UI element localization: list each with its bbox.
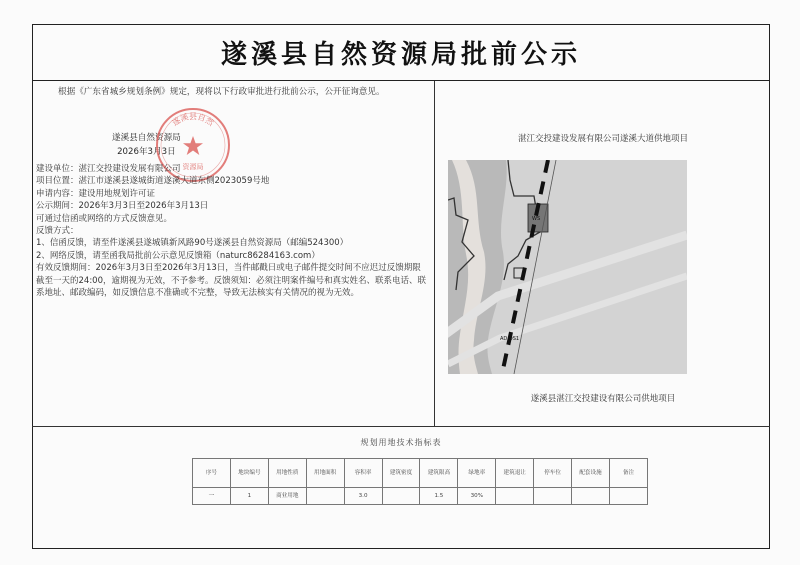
- table-header-cell: 建筑密度: [382, 459, 420, 488]
- table-header-cell: 用地性质: [268, 459, 306, 488]
- column-divider: [434, 81, 435, 426]
- detail-line: 1、信函反馈，请至件遂溪县遂城镇新风路90号遂溪县自然资源局（邮编524300）: [36, 238, 349, 249]
- table-cell: [534, 488, 572, 505]
- table-header-cell: 绿地率: [458, 459, 496, 488]
- section-divider: [32, 426, 770, 427]
- table-header-cell: 建筑退让: [496, 459, 534, 488]
- project-details: [36, 163, 428, 299]
- map-title: 湛江交投建设发展有限公司遂溪大道供地项目: [517, 134, 688, 144]
- detail-line: 2、网络反馈，请至函我局批前公示意见反馈箱（naturc86284163.com）: [36, 250, 320, 261]
- table-cell: [306, 488, 344, 505]
- table-cell: 商业用地: [268, 488, 306, 505]
- map-caption: 遂溪县湛江交投建设有限公司供地项目: [530, 394, 676, 404]
- intro-paragraph: 根据《广东省城乡规划条例》规定，现将以下行政审批进行批前公示，公开征询意见。: [58, 87, 385, 97]
- detail-line: 建设单位：湛江交投建设发展有限公司: [36, 164, 181, 174]
- detail-line: 反馈方式：: [36, 226, 79, 237]
- table-cell: [382, 488, 420, 505]
- table-cell: 一: [193, 488, 231, 505]
- table-header-row: [193, 459, 648, 488]
- table-header-cell: 地块编号: [230, 459, 268, 488]
- table-cell: 1.5: [420, 488, 458, 505]
- site-map: [448, 160, 687, 374]
- table-header-cell: 配套设施: [572, 459, 610, 488]
- table-header-cell: 用地面积: [306, 459, 344, 488]
- site-map-drawing: [448, 160, 687, 374]
- detail-line: 有效反馈期间：2026年3月3日至2026年3月13日，当件邮戳日或电子邮件提交时间不应迟过反馈期限截至一天的24:00，逾期视为无效，不予参考。反馈须知：必须注明案件编号和真实姓名、联系电话、联系地址、邮政编码，如反馈信息不准确或不完整，导致无法核实有关情况的视为无效。: [36, 263, 427, 299]
- signature-date: 2026年3月3日: [117, 146, 176, 157]
- signature-org: 遂溪县自然资源局: [112, 133, 181, 143]
- detail-line: 公示期间：2026年3月3日至2026年3月13日: [36, 201, 209, 212]
- notice-text: [40, 86, 430, 116]
- page-title: 遂溪县自然资源局批前公示: [220, 39, 581, 70]
- table-cell: 3.0: [344, 488, 382, 505]
- table-cell: [572, 488, 610, 505]
- seal-top-text: 遂溪县自然: [170, 112, 216, 128]
- plot-label: WS: [532, 216, 541, 222]
- table-title: 规划用地技术指标表: [360, 438, 442, 447]
- detail-line: 申请内容：建设用地规划许可证: [36, 188, 156, 199]
- detail-line: 可通过信函或网络的方式反馈意见。: [36, 213, 173, 224]
- table-cell: 30%: [458, 488, 496, 505]
- table-header-cell: 停车位: [534, 459, 572, 488]
- table-cell: [496, 488, 534, 505]
- table-header-cell: 序号: [193, 459, 231, 488]
- table-row: [193, 488, 648, 505]
- table-cell: 1: [230, 488, 268, 505]
- title-bar: [32, 24, 770, 81]
- table-header-cell: 建筑限高: [420, 459, 458, 488]
- seal-bottom-text: 资源局: [182, 163, 204, 171]
- road-label: AD DS1: [500, 336, 520, 342]
- table-cell: [609, 488, 647, 505]
- indicator-table: [192, 458, 648, 505]
- detail-line: 项目位置：湛江市遂溪县遂城街道遂溪大道东侧2023059号地: [36, 176, 270, 187]
- table-header-cell: 容积率: [344, 459, 382, 488]
- table-header-cell: 备注: [609, 459, 647, 488]
